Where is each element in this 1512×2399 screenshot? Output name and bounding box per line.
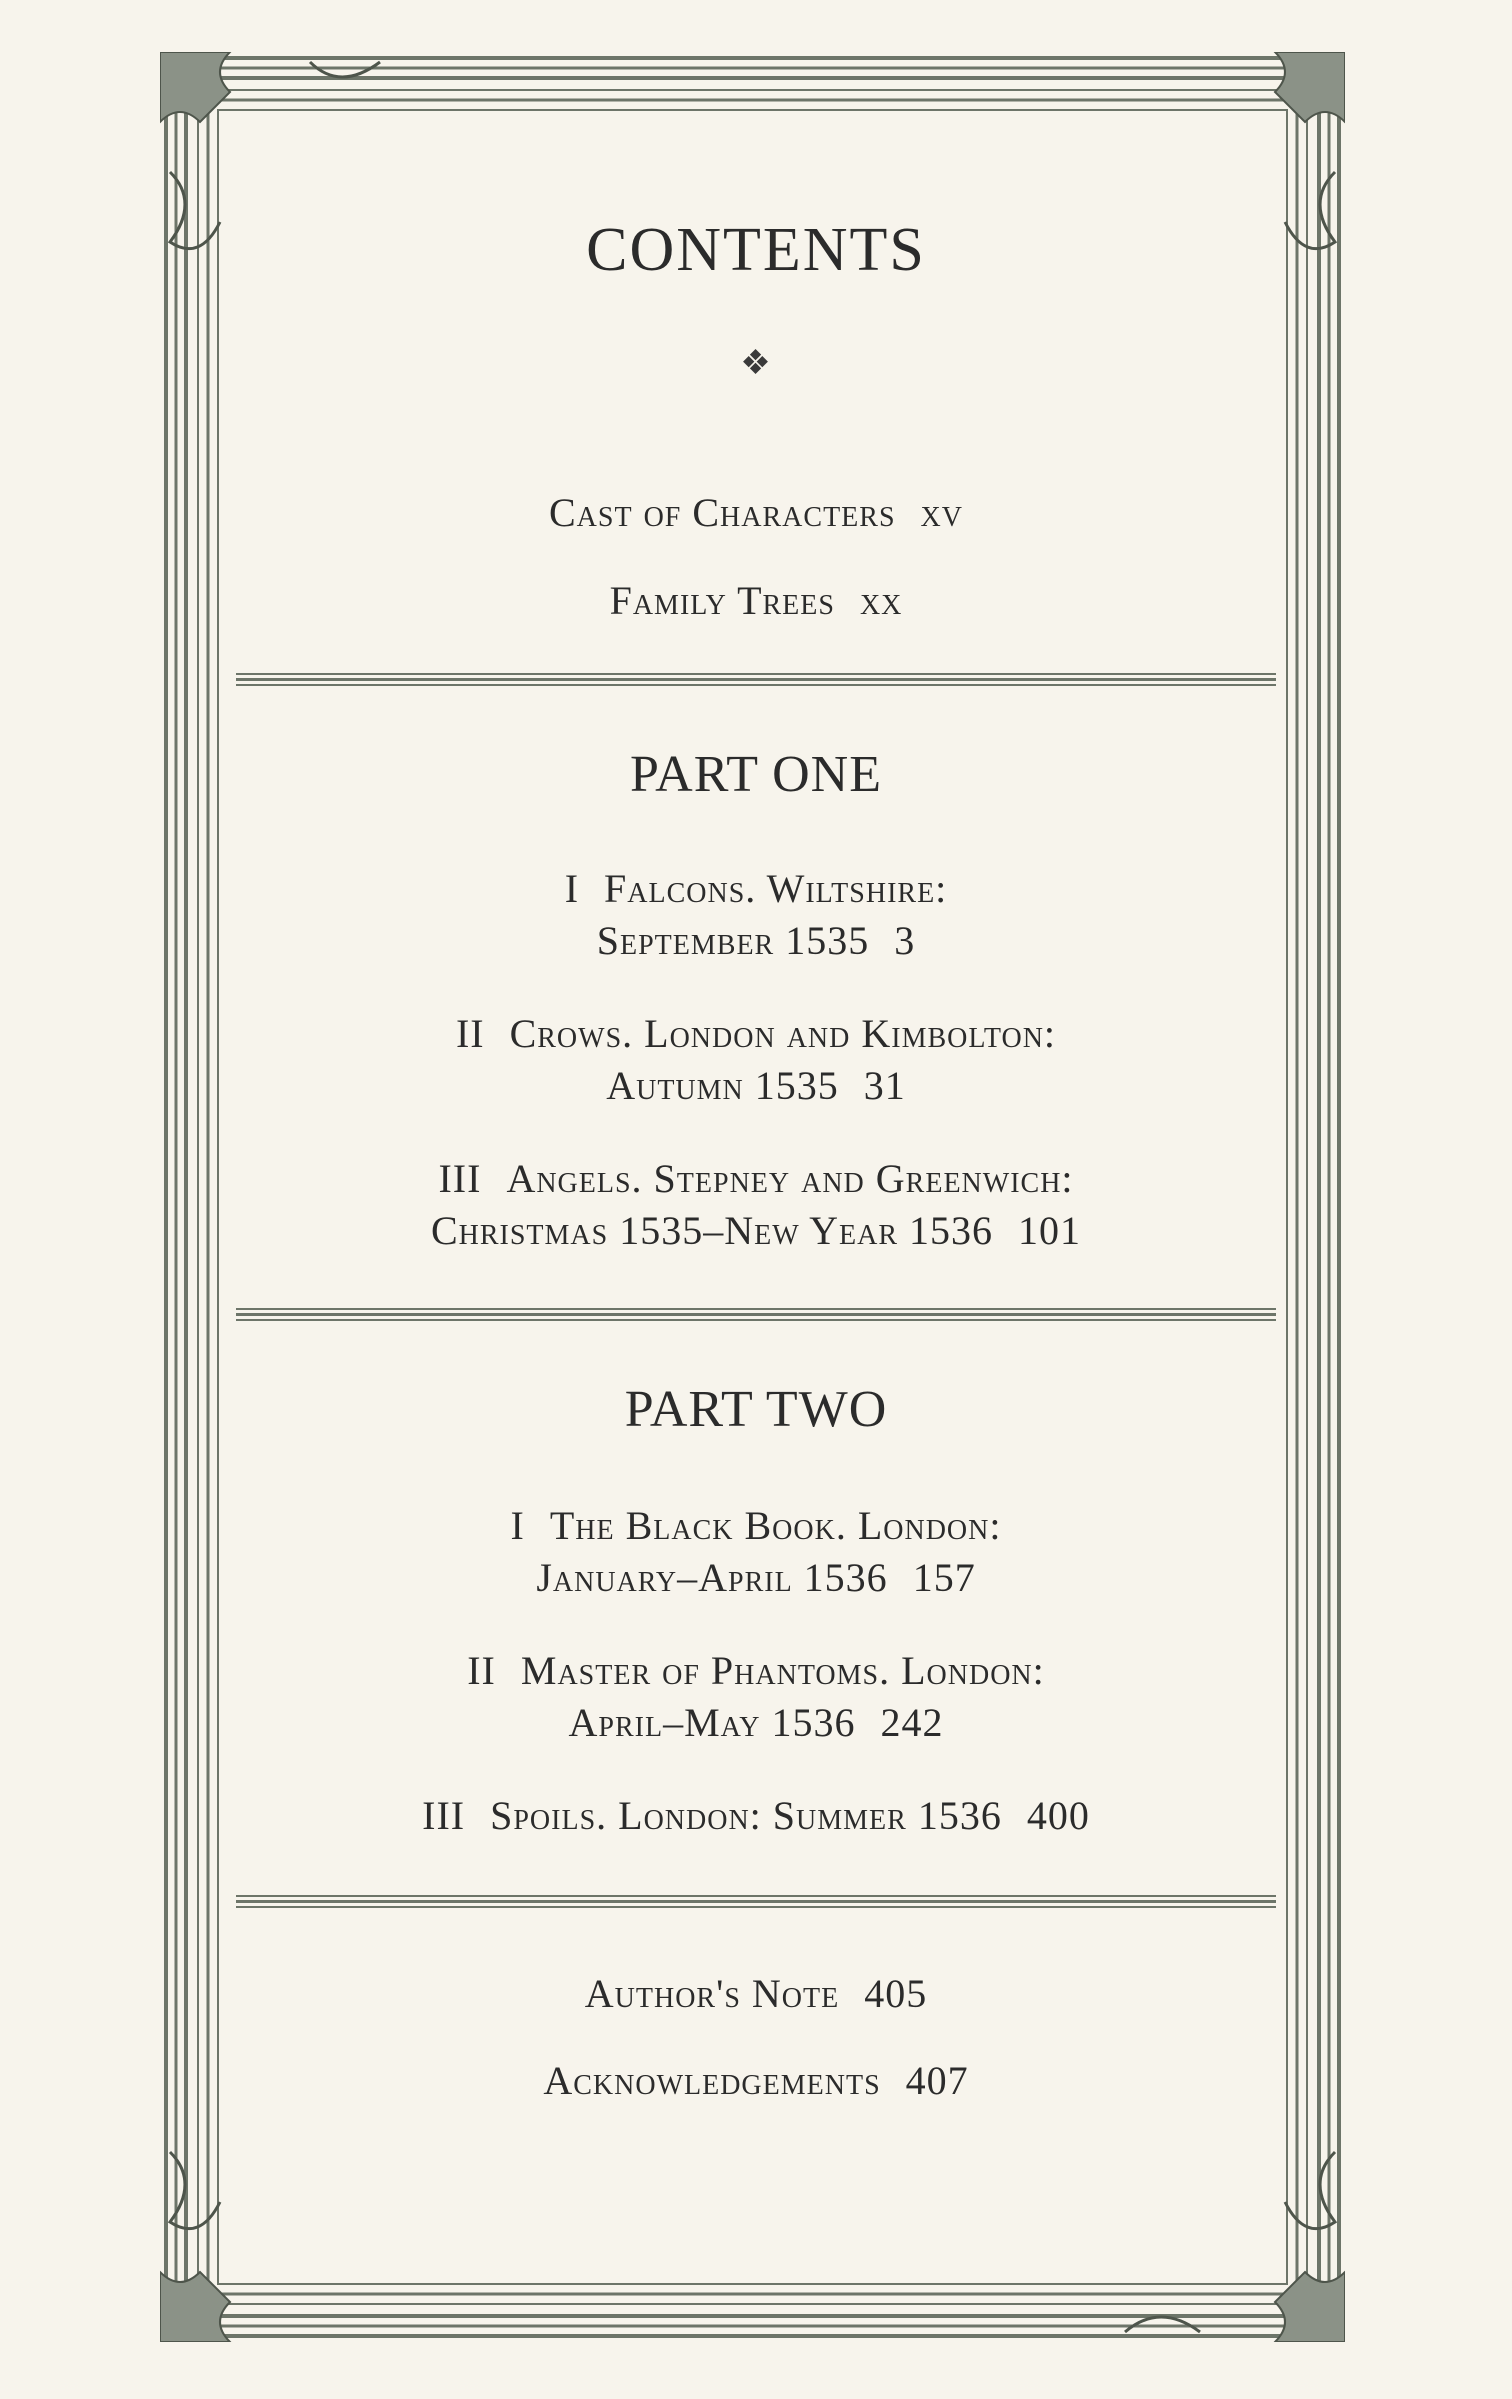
toc-entry-page: 405 xyxy=(864,1971,928,2016)
toc-entry-label: Family Trees xyxy=(609,578,835,623)
contents-page xyxy=(236,135,1276,2280)
chapter-title: Angels. Stepney and Greenwich: xyxy=(506,1156,1074,1201)
toc-entry-part-one-chapter-1[interactable] xyxy=(236,863,1276,967)
chapter-page: 157 xyxy=(912,1555,976,1600)
chapter-numeral: II xyxy=(467,1648,496,1693)
toc-entry-page: 407 xyxy=(905,2058,969,2103)
section-divider xyxy=(236,1895,1276,1909)
chapter-title: Spoils. London: Summer 1536 xyxy=(490,1793,1002,1838)
chapter-subtitle: April–May 1536 xyxy=(568,1700,856,1745)
chapter-page: 31 xyxy=(863,1063,906,1108)
chapter-title: Crows. London and Kimbolton: xyxy=(509,1011,1057,1056)
chapter-page: 101 xyxy=(1018,1208,1082,1253)
part-one-heading: PART ONE xyxy=(630,746,882,803)
chapter-title: Falcons. Wiltshire: xyxy=(604,866,948,911)
toc-entry-part-two-chapter-3[interactable] xyxy=(236,1790,1276,1842)
chapter-subtitle: January–April 1536 xyxy=(536,1555,888,1600)
toc-entry-page: xv xyxy=(920,490,963,535)
toc-entry-page: xx xyxy=(859,578,903,623)
chapter-page: 3 xyxy=(894,918,916,963)
toc-entry-cast-of-characters[interactable] xyxy=(236,487,1276,539)
section-divider xyxy=(236,1308,1276,1322)
toc-entry-part-two-chapter-2[interactable] xyxy=(236,1645,1276,1749)
toc-entry-authors-note[interactable] xyxy=(236,1968,1276,2020)
page-title: CONTENTS xyxy=(586,216,926,284)
chapter-subtitle: September 1535 xyxy=(596,918,870,963)
chapter-numeral: I xyxy=(510,1503,525,1548)
toc-entry-label: Cast of Characters xyxy=(549,490,896,535)
chapter-numeral: III xyxy=(438,1156,482,1201)
chapter-title: The Black Book. London: xyxy=(549,1503,1002,1548)
toc-entry-part-one-chapter-2[interactable] xyxy=(236,1008,1276,1112)
chapter-numeral: II xyxy=(455,1011,485,1056)
chapter-subtitle: Autumn 1535 xyxy=(606,1063,839,1108)
part-two-heading: PART TWO xyxy=(624,1381,888,1438)
chapter-page: 400 xyxy=(1026,1793,1090,1838)
section-divider xyxy=(236,673,1276,687)
toc-entry-part-one-chapter-3[interactable] xyxy=(236,1153,1276,1257)
chapter-page: 242 xyxy=(880,1700,944,1745)
toc-entry-family-trees[interactable] xyxy=(236,575,1276,627)
toc-entry-label: Acknowledgements xyxy=(543,2058,881,2103)
chapter-numeral: III xyxy=(422,1793,466,1838)
toc-entry-part-two-chapter-1[interactable] xyxy=(236,1500,1276,1604)
chapter-numeral: I xyxy=(564,866,580,911)
toc-entry-label: Author's Note xyxy=(584,1971,840,2016)
toc-entry-acknowledgements[interactable] xyxy=(236,2055,1276,2107)
fleuron-ornament-icon: ❖ xyxy=(740,345,772,382)
chapter-title: Master of Phantoms. London: xyxy=(520,1648,1045,1693)
chapter-subtitle: Christmas 1535–New Year 1536 xyxy=(430,1208,994,1253)
